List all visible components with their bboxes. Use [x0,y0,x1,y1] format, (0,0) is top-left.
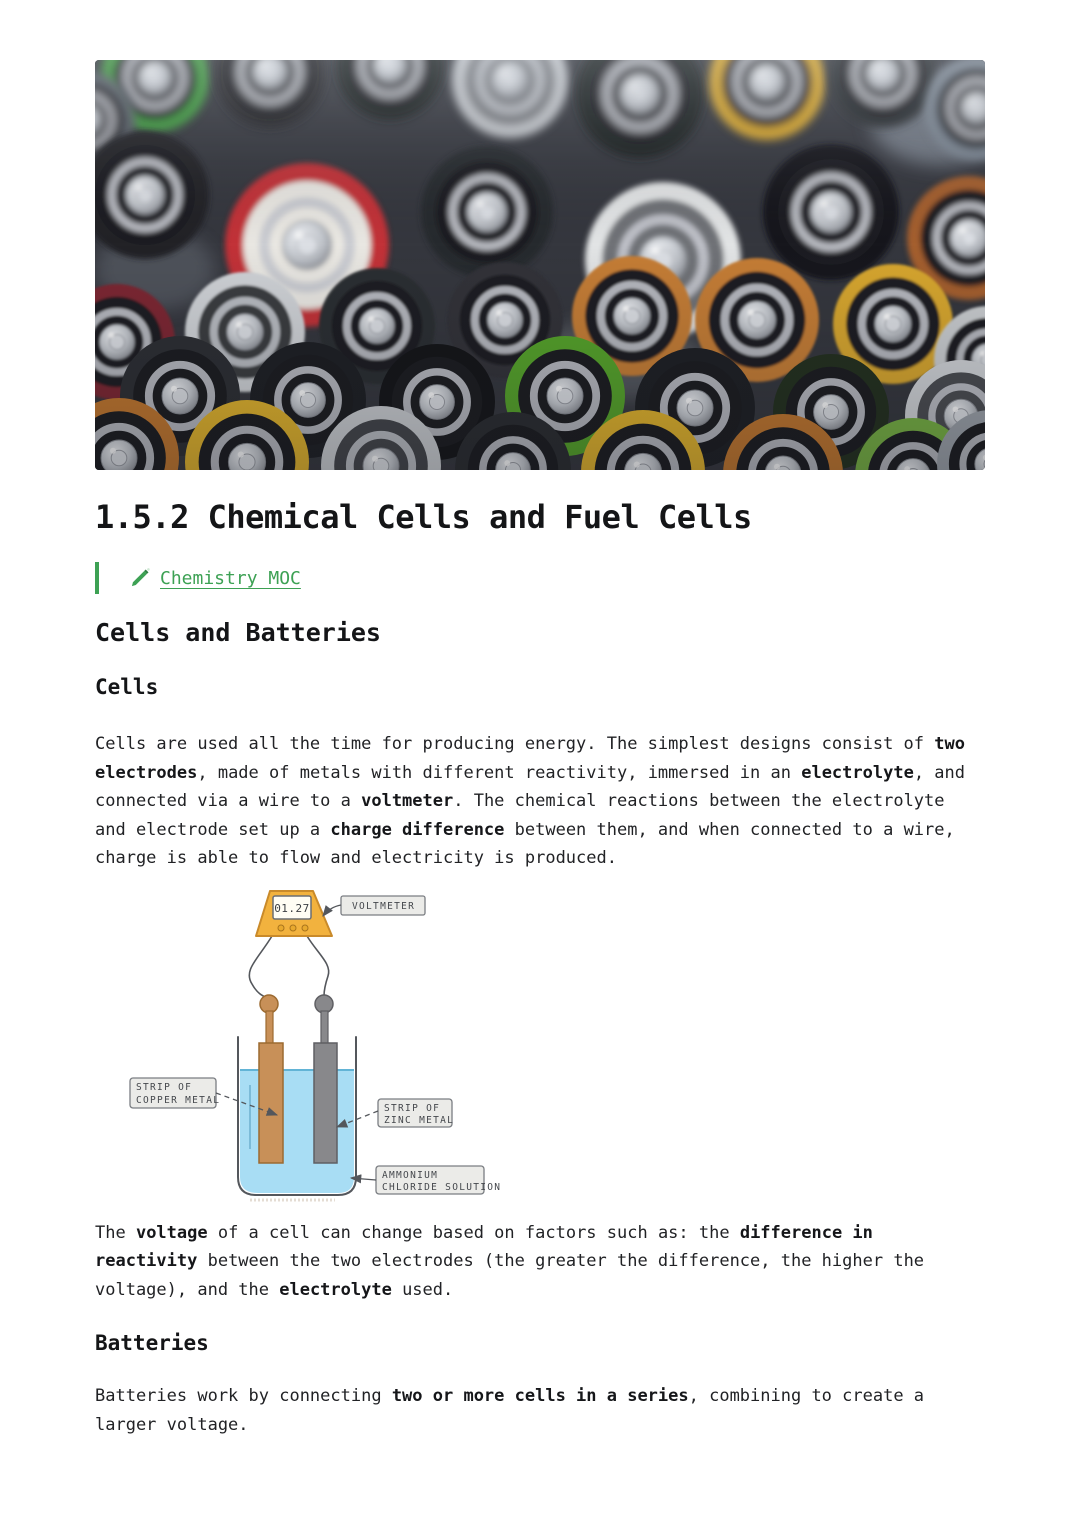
zinc-label-line1: STRIP OF [384,1102,441,1114]
paragraph-voltage: The voltage of a cell can change based on factors such as: the difference in reactivity between the two electrodes (the greater the difference, the higher the voltage), and the electrolyte used. [95,1222,925,1300]
voltmeter-reading: 01.27 [274,901,310,915]
hero-shade-overlay [95,60,985,470]
paragraph-cells-intro: Cells are used all the time for producing energy. The simplest designs consist of two electrodes, made of metals with different reactivity, immersed in an electrolyte, and connected via a wire to a voltmeter. The chemical reactions between the electrolyte and electrode set up a charge difference between them, and when connected to a wire, charge is able to flow and electricity is produced. [95,734,965,868]
chemistry-moc-link[interactable]: Chemistry MOC [160,567,301,589]
voltmeter-knob [302,925,308,931]
solution-label-line1: AMMONIUM [382,1169,439,1181]
solution-leader-arrow [351,1178,376,1180]
page-title: 1.5.2 Chemical Cells and Fuel Cells [95,498,752,536]
backlink-callout [95,562,985,594]
zinc-electrode [314,1043,337,1163]
note-page [95,0,985,1439]
heading-cells: Cells [95,675,159,699]
zinc-label-line2: ZINC METAL [384,1114,455,1126]
voltmeter-knob [278,925,284,931]
zinc-terminal-knob [315,995,333,1013]
chemical-cell-diagram [95,885,985,1211]
voltmeter-leader-arrow [323,905,341,916]
heading-cells-and-batteries: Cells and Batteries [95,618,381,647]
copper-electrode [259,1043,283,1163]
solution-label-line2: CHLORIDE SOLUTION [382,1181,502,1193]
copper-label-line2: COPPER METAL [136,1094,221,1106]
heading-batteries: Batteries [95,1331,209,1355]
wire-right [307,936,329,996]
paragraph-batteries: Batteries work by connecting two or more cells in a series, combining to create a larger voltage. [95,1386,925,1435]
wire-left [249,936,272,998]
voltmeter-label: VOLTMETER [352,900,416,912]
hero-battery-photo [95,60,985,470]
pencil-icon [129,567,151,589]
copper-terminal-knob [260,995,278,1013]
zinc-stem [321,1011,328,1045]
voltmeter-knob [290,925,296,931]
copper-stem [266,1011,273,1045]
copper-label-line1: STRIP OF [136,1081,193,1093]
